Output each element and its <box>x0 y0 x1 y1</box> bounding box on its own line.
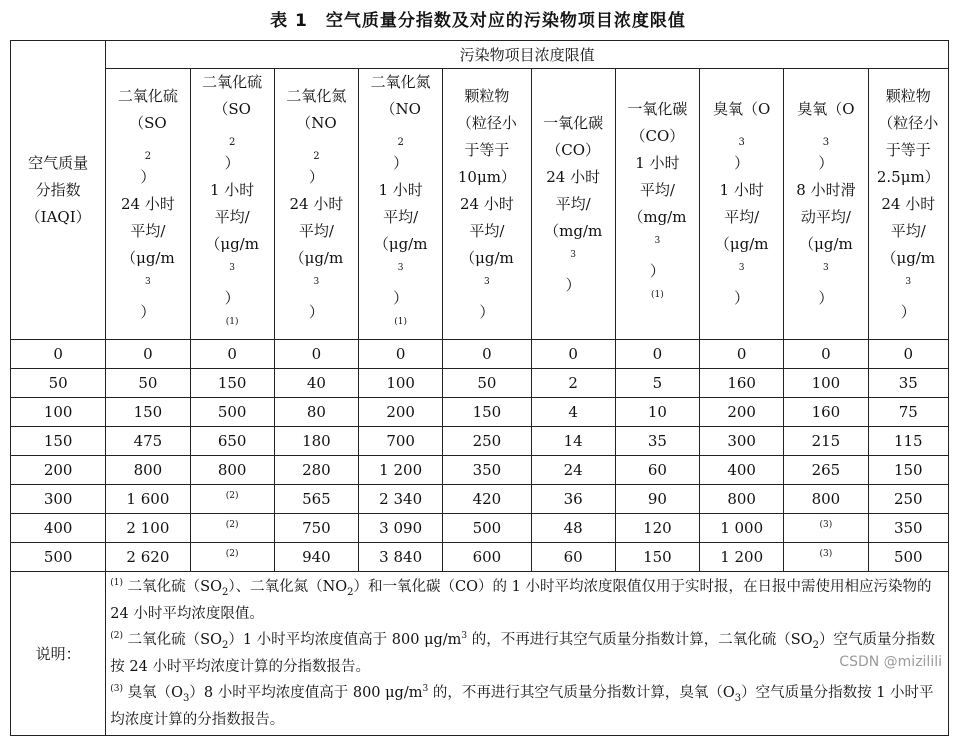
value-cell: 2 100 <box>106 514 190 543</box>
column-header-pm25-24h: 颗粒物 （粒径小 于等于 2.5μm） 24 小时 平均/ （μg/m $^3$ ） <box>868 69 948 340</box>
value-cell: 5 <box>615 369 699 398</box>
value-cell: 420 <box>443 485 531 514</box>
value-cell: 150 <box>106 398 190 427</box>
value-cell: 180 <box>274 427 358 456</box>
value-cell: 1 000 <box>700 514 784 543</box>
value-cell: 60 <box>615 456 699 485</box>
value-cell: 75 <box>868 398 948 427</box>
value-cell: 800 <box>106 456 190 485</box>
value-cell: 80 <box>274 398 358 427</box>
column-header-so2-1h: 二氧化硫 （SO $_2$ ） 1 小时 平均/ （μg/m $^3$ ） $^{(1)}$ <box>190 69 274 340</box>
value-cell: 1 600 <box>106 485 190 514</box>
value-cell: 4 <box>531 398 615 427</box>
value-cell: 700 <box>359 427 443 456</box>
value-cell: 3 840 <box>359 543 443 572</box>
value-cell: 475 <box>106 427 190 456</box>
value-cell: 200 <box>700 398 784 427</box>
value-cell: 250 <box>868 485 948 514</box>
value-cell: 40 <box>274 369 358 398</box>
value-cell: 215 <box>784 427 868 456</box>
iaqi-cell: 100 <box>11 398 106 427</box>
value-cell: 0 <box>784 340 868 369</box>
value-cell: 565 <box>274 485 358 514</box>
value-cell: 2 620 <box>106 543 190 572</box>
value-cell: (2) <box>190 543 274 572</box>
value-cell: 350 <box>868 514 948 543</box>
iaqi-cell: 200 <box>11 456 106 485</box>
value-cell: 800 <box>700 485 784 514</box>
value-cell: (3) <box>784 543 868 572</box>
value-cell: 115 <box>868 427 948 456</box>
table-row <box>11 456 949 485</box>
value-cell: 1 200 <box>359 456 443 485</box>
table-row <box>11 427 949 456</box>
iaqi-cell: 50 <box>11 369 106 398</box>
iaqi-cell: 500 <box>11 543 106 572</box>
column-header-so2-24h: 二氧化硫 （SO $_2$ ） 24 小时 平均/ （μg/m $^3$ ） <box>106 69 190 340</box>
value-cell: 0 <box>531 340 615 369</box>
column-header-no2-1h: 二氧化氮 （NO $_2$ ） 1 小时 平均/ （μg/m $^3$ ） $^{(1)}$ <box>359 69 443 340</box>
value-cell: 120 <box>615 514 699 543</box>
value-cell: (2) <box>190 514 274 543</box>
value-cell: 2 340 <box>359 485 443 514</box>
value-cell: 35 <box>615 427 699 456</box>
group-header: 污染物项目浓度限值 <box>106 41 949 69</box>
value-cell: 0 <box>274 340 358 369</box>
notes-label: 说明： <box>11 572 106 736</box>
value-cell: 50 <box>106 369 190 398</box>
value-cell: 600 <box>443 543 531 572</box>
note-2: $^{(2)}$ 二氧化硫$(SO_2)1$ 小时平均浓度值高于 800 $\mu g/m^3$ 的，不再进行其空气质量分指数计算，二氧化硫$(SO_2)$空气质量分指数按 24 小时平均浓度计算的分指数报告。 <box>110 631 935 675</box>
column-header-o3-8h: 臭氧（O $_3$ ） 8 小时滑 动平均/ （μg/m $^3$ ） <box>784 69 868 340</box>
iaqi-cell: 400 <box>11 514 106 543</box>
value-cell: 300 <box>700 427 784 456</box>
table-row <box>11 340 949 369</box>
table-title: 表 1 空气质量分指数及对应的污染物项目浓度限值 <box>270 11 686 31</box>
value-cell: 0 <box>868 340 948 369</box>
iaqi-cell: 300 <box>11 485 106 514</box>
column-header-no2-24h: 二氧化氮 （NO $_2$ ） 24 小时 平均/ （μg/m $^3$ ） <box>274 69 358 340</box>
table-row <box>11 398 949 427</box>
value-cell: 24 <box>531 456 615 485</box>
value-cell: 3 090 <box>359 514 443 543</box>
note-3: $^{(3)}$ 臭氧$(O_3)8$ 小时平均浓度值高于 800 $\mu g/m^3$ 的，不再进行其空气质量分指数计算，臭氧$(O_3)$空气质量分指数按 1 小时平均浓度计算的分指数报告。 <box>110 684 934 728</box>
value-cell: 500 <box>190 398 274 427</box>
iaqi-header-cell <box>11 41 106 340</box>
value-cell: 50 <box>443 369 531 398</box>
value-cell: 90 <box>615 485 699 514</box>
table-row <box>11 543 949 572</box>
value-cell: 500 <box>868 543 948 572</box>
table-row <box>11 514 949 543</box>
column-header-co-1h: 一氧化碳 （CO） 1 小时 平均/ （mg/m $^3$ ） $^{(1)}$ <box>615 69 699 340</box>
value-cell: 0 <box>106 340 190 369</box>
value-cell: 2 <box>531 369 615 398</box>
value-cell: 200 <box>359 398 443 427</box>
iaqi-table <box>10 40 949 736</box>
table-row <box>11 485 949 514</box>
value-cell: 0 <box>700 340 784 369</box>
value-cell: 160 <box>700 369 784 398</box>
value-cell: 800 <box>190 456 274 485</box>
value-cell: 60 <box>531 543 615 572</box>
watermark: CSDN @mizilili <box>839 654 942 670</box>
value-cell: 940 <box>274 543 358 572</box>
value-cell: 265 <box>784 456 868 485</box>
value-cell: 150 <box>615 543 699 572</box>
value-cell: 650 <box>190 427 274 456</box>
value-cell: 100 <box>784 369 868 398</box>
value-cell: 250 <box>443 427 531 456</box>
table-row <box>11 369 949 398</box>
value-cell: 800 <box>784 485 868 514</box>
column-header-pm10-24h: 颗粒物 （粒径小 于等于 10μm） 24 小时 平均/ （μg/m $^3$ ） <box>443 69 531 340</box>
value-cell: 36 <box>531 485 615 514</box>
value-cell: 750 <box>274 514 358 543</box>
column-header-o3-1h: 臭氧（O $_3$ ） 1 小时 平均/ （μg/m $^3$ ） <box>700 69 784 340</box>
value-cell: (2) <box>190 485 274 514</box>
notes-cell <box>106 572 949 736</box>
value-cell: 0 <box>190 340 274 369</box>
table-body <box>11 340 949 572</box>
column-header-co-24h: 一氧化碳 （CO） 24 小时 平均/ （mg/m $^3$ ） <box>531 69 615 340</box>
value-cell: 100 <box>359 369 443 398</box>
value-cell: 500 <box>443 514 531 543</box>
value-cell: 150 <box>443 398 531 427</box>
value-cell: 0 <box>359 340 443 369</box>
iaqi-header-line: （IAQI） <box>25 207 91 226</box>
value-cell: (3) <box>784 514 868 543</box>
value-cell: 160 <box>784 398 868 427</box>
iaqi-header-line: 分指数 <box>35 180 81 199</box>
note-1: $^{(1)}$ 二氧化硫$(SO_2)$、二氧化氮$(NO_2)$和一氧化碳（CO）的 1 小时平均浓度限值仅用于实时报，在日报中需使用相应污染物的 24 小时平均浓度限值。 <box>110 578 932 622</box>
iaqi-header-line: 空气质量 <box>28 153 89 172</box>
value-cell: 400 <box>700 456 784 485</box>
value-cell: 0 <box>443 340 531 369</box>
value-cell: 1 200 <box>700 543 784 572</box>
value-cell: 150 <box>190 369 274 398</box>
value-cell: 280 <box>274 456 358 485</box>
iaqi-cell: 0 <box>11 340 106 369</box>
value-cell: 48 <box>531 514 615 543</box>
value-cell: 150 <box>868 456 948 485</box>
iaqi-cell: 150 <box>11 427 106 456</box>
value-cell: 0 <box>615 340 699 369</box>
value-cell: 10 <box>615 398 699 427</box>
value-cell: 14 <box>531 427 615 456</box>
value-cell: 350 <box>443 456 531 485</box>
value-cell: 35 <box>868 369 948 398</box>
